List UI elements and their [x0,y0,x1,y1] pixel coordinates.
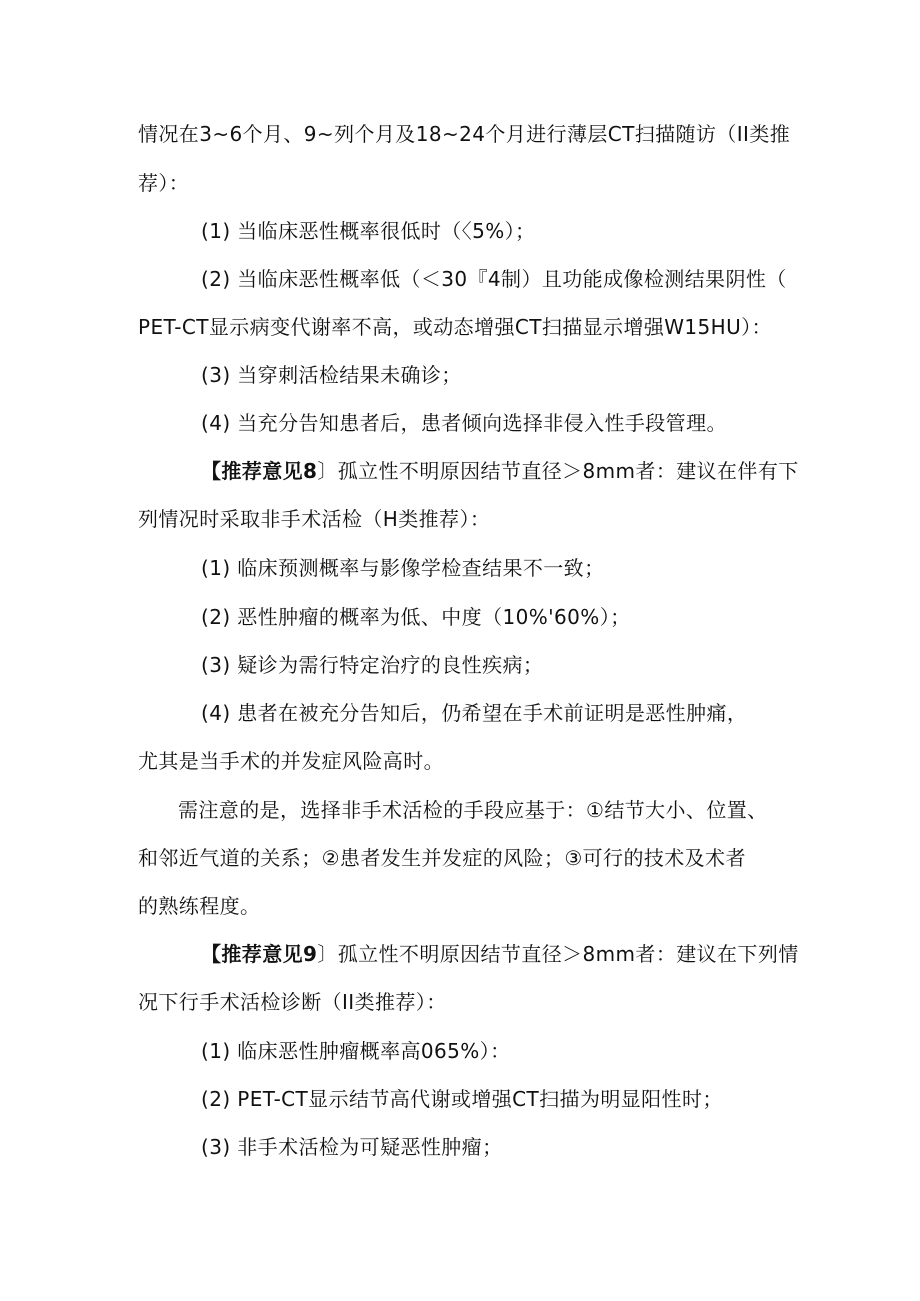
list-item: (1) 当临床恶性概率很低时（〈5%）； [201,219,536,243]
recommendation-8-line [201,458,799,484]
text-line: 况下行手术活检诊断（II类推荐）： [138,990,447,1014]
list-item: (2) PET-CT显示结节高代谢或增强CT扫描为明显阳性时； [201,1087,723,1111]
recommendation-9-line [201,941,799,967]
list-item: (3) 疑诊为需行特定治疗的良性疾病； [201,653,544,677]
text-line: 需注意的是，选择非手术活检的手段应基于：①结节大小、位置、 [178,798,768,822]
text-line: 列情况时采取非手术活检（H类推荐）： [138,507,491,531]
list-item: (1) 临床预测概率与影像学检查结果不一致； [201,556,605,580]
text-line: 情况在3~6个月、9~列个月及18~24个月进行薄层CT扫描随访（II类推 [138,122,791,146]
list-item: (3) 当穿刺活检结果未确诊； [201,363,462,387]
list-item: (4) 当充分告知患者后，患者倾向选择非侵入性手段管理。 [201,411,727,435]
text-line: 尤其是当手术的并发症风险高时。 [138,749,444,773]
recommendation-9-label: 【推荐意见9 [201,942,318,966]
recommendation-8-text: 〕孤立性不明原因结节直径＞8mm者：建议在伴有下 [317,459,799,483]
recommendation-8-label: 【推荐意见8 [201,459,318,483]
list-item: (1) 临床恶性肿瘤概率高065%）： [201,1039,511,1063]
list-item: (3) 非手术活检为可疑恶性肿瘤； [201,1135,503,1159]
list-item: (2) 恶性肿瘤的概率为低、中度（10%'60%）； [201,605,631,629]
list-item: (2) 当临床恶性概率低（＜30『4制）且功能成像检测结果阴性（ [201,267,787,291]
text-line: 荐）： [138,171,190,195]
text-line: 的熟练程度。 [138,894,261,918]
text-line: 和邻近气道的关系；②患者发生并发症的风险；③可行的技术及术者 [138,846,746,870]
recommendation-9-text: 〕孤立性不明原因结节直径＞8mm者：建议在下列情 [317,942,799,966]
list-item: (4) 患者在被充分告知后，仍希望在手术前证明是恶性肿痛， [201,701,748,725]
text-line: PET-CT显示病变代谢率不高，或动态增强CT扫描显示增强W15HU）： [138,315,772,339]
